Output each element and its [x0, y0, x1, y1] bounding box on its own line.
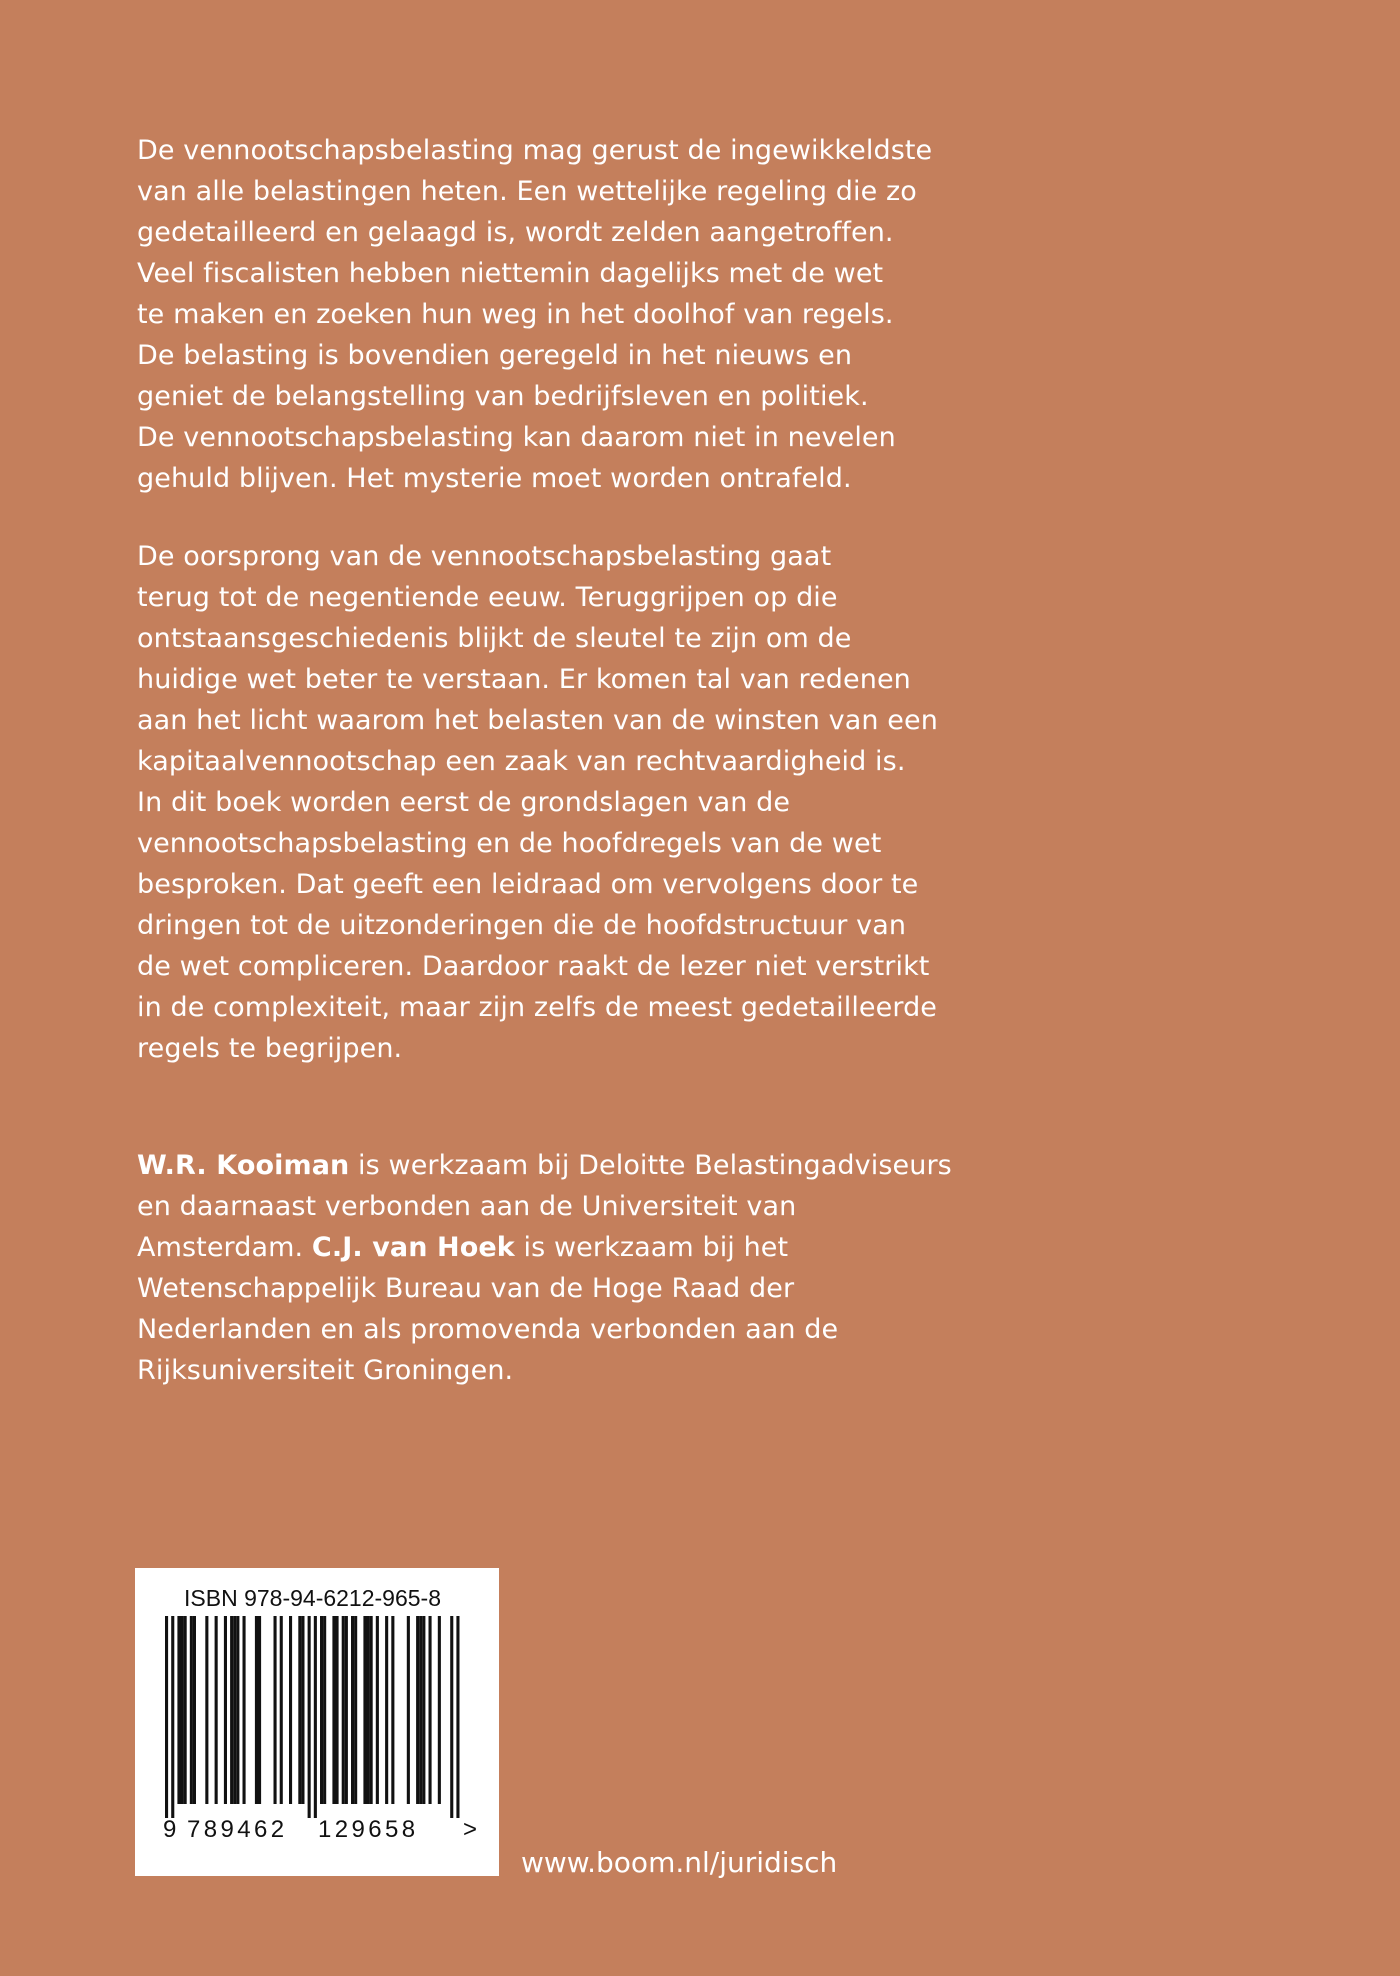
barcode-bar	[193, 1616, 196, 1804]
paragraph2-line: de wet compliceren. Daardoor raakt de lezer niet verstrikt	[137, 951, 930, 982]
barcode-bar	[243, 1616, 246, 1804]
paragraph2-line: regels te begrijpen.	[137, 1033, 403, 1064]
barcode-guard-bar	[450, 1616, 453, 1818]
barcode-guard-bar	[314, 1616, 317, 1818]
paragraph1-line: geniet de belangstelling van bedrijfsleven en politiek.	[137, 381, 869, 412]
ean-digits	[163, 1816, 483, 1846]
barcode-bar	[215, 1616, 218, 1804]
barcode-bar	[274, 1616, 277, 1804]
barcode-image	[165, 1616, 475, 1818]
paragraph2-line: kapitaalvennootschap een zaak van rechtvaardigheid is.	[137, 746, 906, 777]
barcode-guard-bar	[456, 1616, 459, 1818]
barcode-bar	[363, 1616, 366, 1804]
paragraph1-line: Veel fiscalisten hebben niettemin dagelijks met de wet	[137, 258, 884, 289]
paragraph2-line: huidige wet beter te verstaan. Er komen tal van redenen	[137, 664, 911, 695]
barcode-bar	[422, 1616, 425, 1804]
barcode-bar	[367, 1616, 370, 1804]
author-bio	[137, 1145, 952, 1391]
barcode-bar	[280, 1616, 283, 1804]
barcode-bar	[181, 1616, 184, 1804]
ean-quiet-marker: >	[463, 1816, 481, 1843]
barcode-bar	[320, 1616, 323, 1804]
barcode-bar	[255, 1616, 258, 1804]
ean-first-digit: 9	[163, 1816, 180, 1843]
barcode-bar	[416, 1616, 419, 1804]
barcode-guard-bar	[171, 1616, 174, 1818]
paragraph1-line: gehuld blijven. Het mysterie moet worden ontrafeld.	[137, 463, 852, 494]
barcode-bar	[370, 1616, 373, 1804]
barcode-bar	[376, 1616, 379, 1804]
barcode-bar	[236, 1616, 239, 1804]
paragraph2-line: dringen tot de uitzonderingen die de hoofdstructuur van	[137, 910, 907, 941]
barcode-bar	[419, 1616, 422, 1804]
paragraph1-line: De belasting is bovendien geregeld in het nieuws en	[137, 340, 853, 371]
paragraph2-line: ontstaansgeschiedenis blijkt de sleutel te zijn om de	[137, 623, 852, 654]
barcode-bar	[351, 1616, 354, 1804]
barcode-bar	[258, 1616, 261, 1804]
paragraph1-line: De vennootschapsbelasting kan daarom niet in nevelen	[137, 422, 896, 453]
barcode-bar	[323, 1616, 326, 1804]
bio-line-1: W.R. Kooiman is werkzaam bij Deloitte Belastingadviseurs	[137, 1150, 952, 1181]
publisher-website: www.boom.nl/juridisch	[521, 1846, 838, 1879]
paragraph1-line: van alle belastingen heten. Een wettelijke regeling die zo	[137, 176, 917, 207]
barcode-bar	[345, 1616, 348, 1804]
paragraph2-line: in de complexiteit, maar zijn zelfs de meest gedetailleerde	[137, 992, 938, 1023]
bio-line-6: Rijksuniversiteit Groningen.	[137, 1355, 514, 1386]
paragraph2-line: vennootschapsbelasting en de hoofdregels van de wet	[137, 828, 882, 859]
bio-line-4: Wetenschappelijk Bureau van de Hoge Raad der	[137, 1273, 795, 1304]
author-name-kooiman: W.R. Kooiman	[137, 1150, 350, 1181]
barcode-guard-bar	[308, 1616, 311, 1818]
barcode-bar	[233, 1616, 236, 1804]
paragraph2-line: terug tot de negentiende eeuw. Teruggrijpen op die	[137, 582, 838, 613]
barcode-bar	[177, 1616, 180, 1804]
paragraph1-line: te maken en zoeken hun weg in het doolhof van regels.	[137, 299, 894, 330]
bio-line-5: Nederlanden en als promovenda verbonden aan de	[137, 1314, 839, 1345]
barcode-bar	[391, 1616, 394, 1804]
author-name-van-hoek: C.J. van Hoek	[311, 1232, 515, 1263]
barcode-bar	[336, 1616, 339, 1804]
barcode-bar	[184, 1616, 187, 1804]
description-paragraph-2	[137, 536, 937, 1069]
barcode-bar	[438, 1616, 441, 1804]
barcode-bar	[332, 1616, 335, 1804]
barcode-bar	[205, 1616, 208, 1804]
description-paragraph-1	[137, 130, 937, 499]
paragraph2-line: De oorsprong van de vennootschapsbelasting gaat	[137, 541, 832, 572]
barcode-bar	[298, 1616, 301, 1804]
barcode-bar	[342, 1616, 345, 1804]
barcode-bar	[385, 1616, 388, 1804]
ean-left-digits: 789462	[187, 1816, 288, 1843]
ean-right-digits: 129658	[318, 1816, 419, 1843]
barcode-bar	[230, 1616, 233, 1804]
paragraph2-line: aan het licht waarom het belasten van de winsten van een	[137, 705, 938, 736]
barcode-bar	[190, 1616, 193, 1804]
barcode-bar	[407, 1616, 410, 1804]
barcode-bar	[429, 1616, 432, 1804]
barcode-bar	[224, 1616, 227, 1804]
paragraph2-line: besproken. Dat geeft een leidraad om vervolgens door te	[137, 869, 919, 900]
paragraph1-line: De vennootschapsbelasting mag gerust de ingewikkeldste	[137, 135, 933, 166]
isbn-label: ISBN 978-94-6212-965-8	[184, 1585, 441, 1611]
isbn-barcode-panel	[135, 1568, 499, 1876]
barcode-bar	[289, 1616, 292, 1804]
paragraph1-line: gedetailleerd en gelaagd is, wordt zelden aangetroffen.	[137, 217, 894, 248]
barcode-guard-bar	[165, 1616, 168, 1818]
barcode-bar	[354, 1616, 357, 1804]
paragraph2-line: In dit boek worden eerst de grondslagen van de	[137, 787, 791, 818]
bio-line-3: Amsterdam. C.J. van Hoek is werkzaam bij het	[137, 1232, 789, 1263]
barcode-bar	[301, 1616, 304, 1804]
bio-line-2: en daarnaast verbonden aan de Universiteit van	[137, 1191, 797, 1222]
